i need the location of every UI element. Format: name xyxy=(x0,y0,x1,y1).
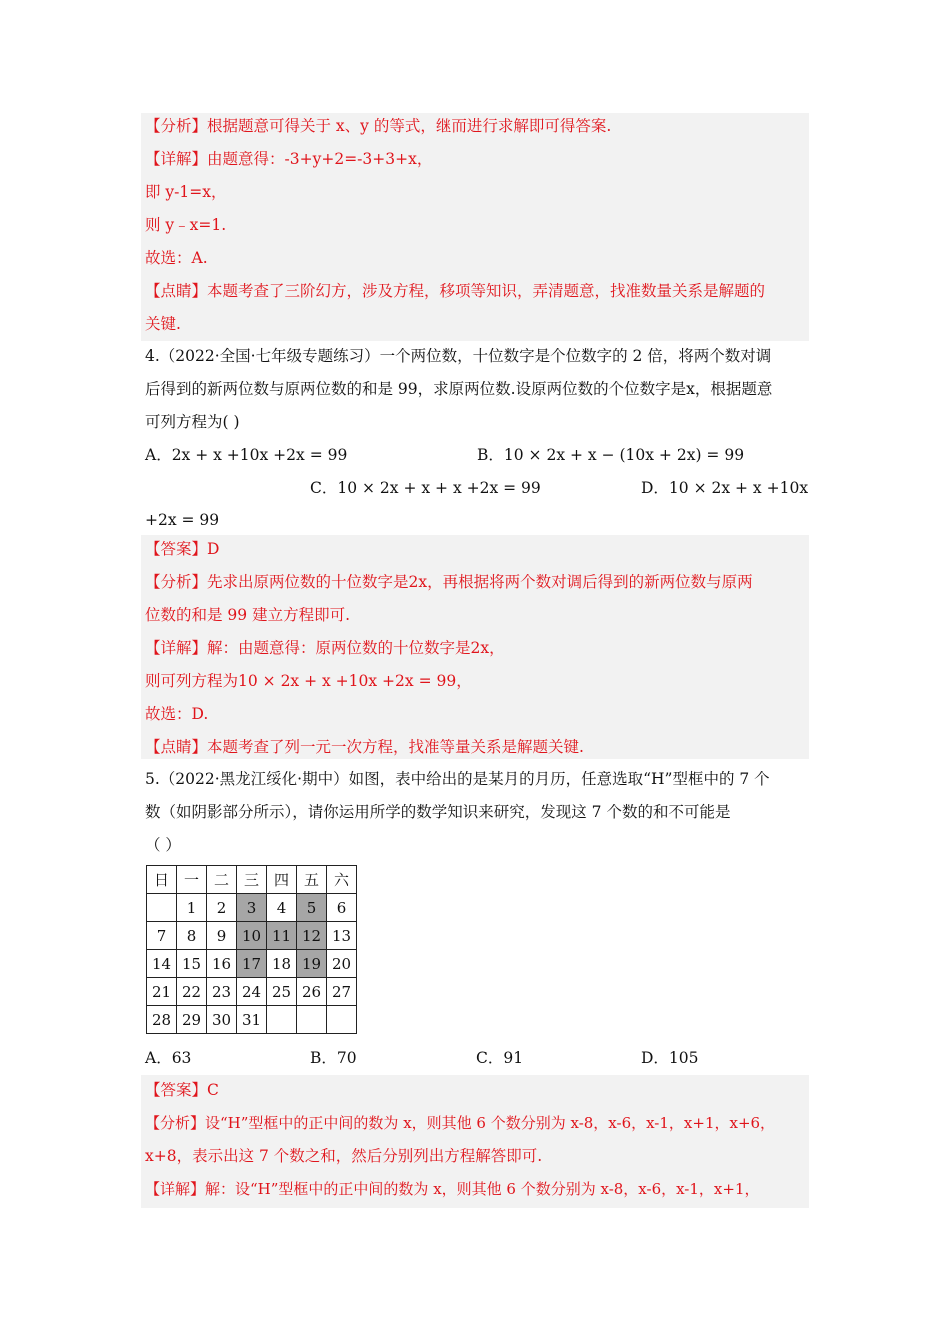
q5-stem-3: （ ） xyxy=(145,836,181,854)
calendar-row xyxy=(147,950,357,978)
q4-option-c: C．10 × 2x + x + x +2x = 99 xyxy=(310,479,541,497)
calendar-header-cell: 三 xyxy=(237,866,267,894)
calendar-cell: 13 xyxy=(327,922,357,950)
calendar-cell xyxy=(267,1006,297,1034)
calendar-cell: 20 xyxy=(327,950,357,978)
calendar-cell-shaded: 17 xyxy=(237,950,267,978)
q3-step-1: 即 y-1=x， xyxy=(145,183,227,201)
calendar-cell: 24 xyxy=(237,978,267,1006)
calendar-cell: 9 xyxy=(207,922,237,950)
calendar-cell-shaded: 10 xyxy=(237,922,267,950)
q5-option-a: A．63 xyxy=(145,1049,192,1067)
q4-analysis-2: 位数的和是 99 建立方程即可. xyxy=(145,606,351,624)
calendar-header-row xyxy=(147,866,357,894)
calendar-header-cell: 二 xyxy=(207,866,237,894)
q5-stem-2: 数（如阴影部分所示），请你运用所学的数学知识来研究，发现这 7 个数的和不可能是 xyxy=(145,803,731,821)
calendar-cell: 1 xyxy=(177,894,207,922)
calendar-cell: 28 xyxy=(147,1006,177,1034)
solution-block-q3 xyxy=(141,113,809,341)
calendar-cell: 27 xyxy=(327,978,357,1006)
q4-detail-2: 则可列方程为10 × 2x + x +10x +2x = 99， xyxy=(145,672,472,690)
calendar-cell xyxy=(147,894,177,922)
q4-option-d-cont: +2x = 99 xyxy=(145,511,220,529)
calendar-cell: 2 xyxy=(207,894,237,922)
calendar-cell-shaded: 5 xyxy=(297,894,327,922)
calendar-header-cell: 六 xyxy=(327,866,357,894)
calendar-row xyxy=(147,894,357,922)
q4-answer: 【答案】D xyxy=(145,540,220,558)
q3-choice: 故选：A. xyxy=(145,249,208,267)
calendar-cell: 14 xyxy=(147,950,177,978)
q5-option-b: B．70 xyxy=(310,1049,357,1067)
q3-comment-1: 【点睛】本题考查了三阶幻方，涉及方程，移项等知识，弄清题意，找准数量关系是解题的 xyxy=(145,282,766,300)
calendar-cell: 22 xyxy=(177,978,207,1006)
q4-analysis-1: 【分析】先求出原两位数的十位数字是2x，再根据将两个数对调后得到的新两位数与原两 xyxy=(145,573,753,591)
calendar-cell-shaded: 3 xyxy=(237,894,267,922)
calendar-cell: 18 xyxy=(267,950,297,978)
q5-analysis-1: 【分析】设“H”型框中的正中间的数为 x，则其他 6 个数分别为 x-8，x-6，x-1，x+1，x+6， xyxy=(145,1114,776,1132)
q5-option-c: C．91 xyxy=(476,1049,524,1067)
q4-stem-1: 4.（2022·全国·七年级专题练习）一个两位数，十位数字是个位数字的 2 倍，将两个数对调 xyxy=(145,347,772,365)
q5-detail-1: 【详解】解：设“H”型框中的正中间的数为 x，则其他 6 个数分别为 x-8，x-6，x-1，x+1， xyxy=(145,1180,760,1198)
calendar-row xyxy=(147,1006,357,1034)
q3-comment-2: 关键. xyxy=(145,315,181,333)
q5-analysis-2: x+8，表示出这 7 个数之和，然后分别列出方程解答即可. xyxy=(145,1147,543,1165)
calendar-cell xyxy=(327,1006,357,1034)
calendar-cell-shaded: 11 xyxy=(267,922,297,950)
calendar-row xyxy=(147,922,357,950)
calendar-header-cell: 五 xyxy=(297,866,327,894)
q5-stem-1: 5.（2022·黑龙江绥化·期中）如图，表中给出的是某月的月历，任意选取“H”型框中的 7 个 xyxy=(145,770,770,788)
q5-option-d: D．105 xyxy=(641,1049,699,1067)
q4-stem-3: 可列方程为( ) xyxy=(145,413,240,431)
q3-step-2: 则 y﹣x=1. xyxy=(145,216,227,234)
q3-analysis: 【分析】根据题意可得关于 x、y 的等式，继而进行求解即可得答案. xyxy=(145,117,612,135)
q4-option-b: B．10 × 2x + x − (10x + 2x) = 99 xyxy=(477,446,745,464)
calendar-cell: 4 xyxy=(267,894,297,922)
calendar-header-cell: 四 xyxy=(267,866,297,894)
calendar-cell: 8 xyxy=(177,922,207,950)
calendar-table xyxy=(146,865,357,1034)
q4-comment: 【点睛】本题考查了列一元一次方程，找准等量关系是解题关键. xyxy=(145,738,584,756)
calendar-cell: 15 xyxy=(177,950,207,978)
calendar-cell xyxy=(297,1006,327,1034)
q5-answer: 【答案】C xyxy=(145,1081,219,1099)
calendar-header-cell: 一 xyxy=(177,866,207,894)
calendar-cell: 16 xyxy=(207,950,237,978)
calendar-header-cell: 日 xyxy=(147,866,177,894)
q4-option-d: D．10 × 2x + x +10x xyxy=(641,479,809,497)
calendar-cell: 30 xyxy=(207,1006,237,1034)
calendar-cell: 26 xyxy=(297,978,327,1006)
q3-detail: 【详解】由题意得：-3+y+2=-3+3+x， xyxy=(145,150,433,168)
calendar-cell: 21 xyxy=(147,978,177,1006)
q4-stem-2: 后得到的新两位数与原两位数的和是 99，求原两位数.设原两位数的个位数字是x，根据题意 xyxy=(145,380,773,398)
calendar-cell-shaded: 12 xyxy=(297,922,327,950)
calendar-row xyxy=(147,978,357,1006)
calendar-cell-shaded: 19 xyxy=(297,950,327,978)
q4-detail-1: 【详解】解：由题意得：原两位数的十位数字是2x， xyxy=(145,639,505,657)
calendar-cell: 6 xyxy=(327,894,357,922)
calendar-cell: 29 xyxy=(177,1006,207,1034)
q4-option-a: A．2x + x +10x +2x = 99 xyxy=(145,446,348,464)
calendar-cell: 31 xyxy=(237,1006,267,1034)
calendar-cell: 7 xyxy=(147,922,177,950)
q4-detail-3: 故选：D. xyxy=(145,705,209,723)
calendar-cell: 25 xyxy=(267,978,297,1006)
calendar-cell: 23 xyxy=(207,978,237,1006)
